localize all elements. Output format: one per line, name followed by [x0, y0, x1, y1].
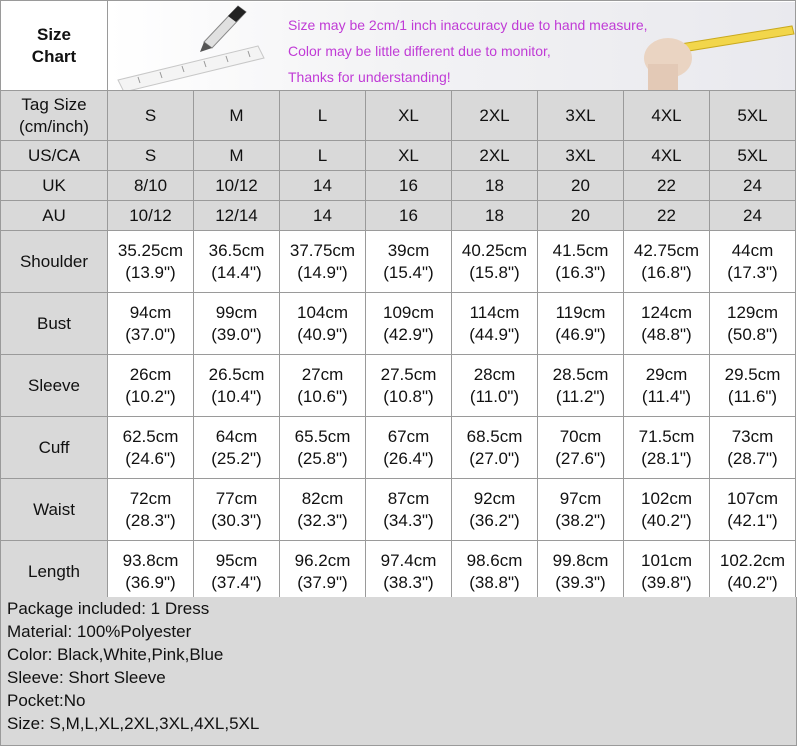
cm-value: 97.4cm — [380, 550, 437, 570]
cm-value: 39cm — [387, 240, 430, 260]
measurement-row-shoulder — [1, 231, 796, 293]
inch-value: (27.6") — [555, 448, 606, 468]
measurement-cell — [710, 479, 796, 541]
measurement-cell — [452, 417, 538, 479]
au-cell: 24 — [710, 201, 796, 231]
measurement-label: Cuff — [1, 417, 108, 479]
au-cell: 14 — [280, 201, 366, 231]
us-ca-cell: M — [194, 141, 280, 171]
measurement-cell — [108, 231, 194, 293]
cm-value: 68.5cm — [466, 426, 523, 446]
us-ca-cell: S — [108, 141, 194, 171]
measurement-cell — [710, 541, 796, 603]
inch-value: (30.3") — [211, 510, 262, 530]
inch-value: (16.8") — [641, 262, 692, 282]
measurement-cell — [624, 541, 710, 603]
cm-value: 102cm — [640, 488, 693, 508]
measurement-notice-banner — [108, 1, 796, 91]
tag-size-cell: 2XL — [452, 91, 538, 141]
inch-value: (24.6") — [125, 448, 176, 468]
measurement-row-length — [1, 541, 796, 603]
inch-value: (26.4") — [383, 448, 434, 468]
cm-value: 124cm — [640, 302, 693, 322]
title-line2: Chart — [31, 46, 77, 66]
cm-value: 129cm — [726, 302, 779, 322]
measurement-cell — [538, 541, 624, 603]
cm-value: 26cm — [129, 364, 172, 384]
measurement-cell — [452, 231, 538, 293]
measurement-cell — [280, 293, 366, 355]
measurement-label: Waist — [1, 479, 108, 541]
cm-value: 107cm — [726, 488, 779, 508]
cm-value: 109cm — [382, 302, 435, 322]
measurement-cell — [452, 355, 538, 417]
inch-value: (39.0") — [211, 324, 262, 344]
measurement-cell — [452, 293, 538, 355]
cm-value: 93.8cm — [122, 550, 179, 570]
cm-value: 82cm — [301, 488, 344, 508]
measurement-cell — [194, 541, 280, 603]
measurement-cell — [710, 293, 796, 355]
inch-value: (25.8") — [297, 448, 348, 468]
cm-value: 92cm — [473, 488, 516, 508]
cm-value: 95cm — [215, 550, 258, 570]
us-ca-label: US/CA — [1, 141, 108, 171]
notice-thanks: Thanks for understanding! — [288, 68, 451, 85]
product-info-panel — [0, 597, 797, 746]
measurement-cell — [624, 231, 710, 293]
tag-size-cell: M — [194, 91, 280, 141]
measurement-cell — [366, 417, 452, 479]
cm-value: 72cm — [129, 488, 172, 508]
inch-value: (40.2") — [727, 572, 778, 592]
measurement-cell — [194, 355, 280, 417]
au-cell: 18 — [452, 201, 538, 231]
inch-value: (17.3") — [727, 262, 778, 282]
cm-value: 67cm — [387, 426, 430, 446]
measurement-cell — [366, 355, 452, 417]
tag-size-cell: S — [108, 91, 194, 141]
inch-value: (10.2") — [125, 386, 176, 406]
measurement-cell — [538, 231, 624, 293]
au-cell: 20 — [538, 201, 624, 231]
inch-value: (40.9") — [297, 324, 348, 344]
inch-value: (10.6") — [297, 386, 348, 406]
title-line1: Size — [36, 24, 72, 44]
cm-value: 37.75cm — [289, 240, 356, 260]
cm-value: 27cm — [301, 364, 344, 384]
banner-graphic — [108, 2, 795, 90]
measurement-rows — [1, 231, 796, 603]
inch-value: (25.2") — [211, 448, 262, 468]
inch-value: (13.9") — [125, 262, 176, 282]
inch-value: (36.9") — [125, 572, 176, 592]
info-package: Package included: 1 Dress — [7, 599, 210, 618]
inch-value: (10.4") — [211, 386, 262, 406]
inch-value: (14.4") — [211, 262, 262, 282]
cm-value: 102.2cm — [719, 550, 786, 570]
inch-value: (44.9") — [469, 324, 520, 344]
measurement-label: Bust — [1, 293, 108, 355]
tag-size-label — [1, 91, 108, 141]
inch-value: (36.2") — [469, 510, 520, 530]
inch-value: (27.0") — [469, 448, 520, 468]
cm-value: 73cm — [731, 426, 774, 446]
size-chart-title — [1, 1, 108, 91]
measurement-cell — [710, 231, 796, 293]
cm-value: 96.2cm — [294, 550, 351, 570]
uk-row — [1, 171, 796, 201]
cm-value: 104cm — [296, 302, 349, 322]
inch-value: (39.8") — [641, 572, 692, 592]
measurement-cell — [452, 479, 538, 541]
measurement-cell — [624, 293, 710, 355]
measurement-cell — [538, 479, 624, 541]
us-ca-cell: 5XL — [710, 141, 796, 171]
measurement-cell — [366, 541, 452, 603]
tag-size-cell: 4XL — [624, 91, 710, 141]
uk-label: UK — [1, 171, 108, 201]
measurement-cell — [538, 355, 624, 417]
au-row — [1, 201, 796, 231]
tag-size-cell: L — [280, 91, 366, 141]
uk-cell: 24 — [710, 171, 796, 201]
cm-value: 98.6cm — [466, 550, 523, 570]
measurement-cell — [280, 541, 366, 603]
measurement-label: Length — [1, 541, 108, 603]
measurement-cell — [280, 479, 366, 541]
cm-value: 36.5cm — [208, 240, 265, 260]
info-sleeve: Sleeve: Short Sleeve — [7, 668, 166, 687]
inch-value: (39.3") — [555, 572, 606, 592]
cm-value: 28cm — [473, 364, 516, 384]
uk-cell: 14 — [280, 171, 366, 201]
inch-value: (28.7") — [727, 448, 778, 468]
cm-value: 99cm — [215, 302, 258, 322]
measurement-label: Sleeve — [1, 355, 108, 417]
uk-cell: 16 — [366, 171, 452, 201]
cm-value: 42.75cm — [633, 240, 700, 260]
au-label: AU — [1, 201, 108, 231]
au-cell: 16 — [366, 201, 452, 231]
measurement-cell — [108, 541, 194, 603]
us-ca-cell: 3XL — [538, 141, 624, 171]
cm-value: 29.5cm — [724, 364, 781, 384]
inch-value: (48.8") — [641, 324, 692, 344]
info-color: Color: Black,White,Pink,Blue — [7, 645, 224, 664]
cm-value: 119cm — [555, 302, 606, 322]
measurement-cell — [194, 479, 280, 541]
ruler-icon — [118, 46, 264, 90]
inch-value: (38.3") — [383, 572, 434, 592]
info-pocket: Pocket:No — [7, 691, 86, 710]
measurement-cell — [538, 417, 624, 479]
uk-cell: 18 — [452, 171, 538, 201]
inch-value: (16.3") — [555, 262, 606, 282]
cm-value: 101cm — [640, 550, 693, 570]
tag-size-cell: 3XL — [538, 91, 624, 141]
inch-value: (34.3") — [383, 510, 434, 530]
tag-size-label-line1: Tag Size — [21, 94, 87, 114]
cm-value: 65.5cm — [294, 426, 351, 446]
measurement-cell — [624, 479, 710, 541]
measurement-cell — [624, 417, 710, 479]
measurement-cell — [710, 417, 796, 479]
info-sizes: Size: S,M,L,XL,2XL,3XL,4XL,5XL — [7, 714, 260, 733]
us-ca-cell: 4XL — [624, 141, 710, 171]
inch-value: (10.8") — [383, 386, 434, 406]
inch-value: (42.1") — [727, 510, 778, 530]
cm-value: 64cm — [215, 426, 258, 446]
info-material: Material: 100%Polyester — [7, 622, 192, 641]
inch-value: (40.2") — [641, 510, 692, 530]
hand-measuring-tape-icon — [644, 26, 794, 90]
uk-cell: 20 — [538, 171, 624, 201]
inch-value: (50.8") — [727, 324, 778, 344]
measurement-cell — [624, 355, 710, 417]
measurement-row-cuff — [1, 417, 796, 479]
tag-size-row — [1, 91, 796, 141]
inch-value: (37.9") — [297, 572, 348, 592]
us-ca-cell: 2XL — [452, 141, 538, 171]
cm-value: 99.8cm — [552, 550, 609, 570]
tag-size-label-line2: (cm/inch) — [19, 116, 89, 136]
measurement-cell — [108, 355, 194, 417]
cm-value: 70cm — [559, 426, 602, 446]
inch-value: (32.3") — [297, 510, 348, 530]
inch-value: (11.4") — [641, 386, 692, 406]
cm-value: 28.5cm — [552, 364, 609, 384]
measurement-cell — [194, 417, 280, 479]
inch-value: (11.0") — [469, 386, 520, 406]
inch-value: (28.3") — [125, 510, 176, 530]
measurement-cell — [366, 479, 452, 541]
au-cell: 12/14 — [194, 201, 280, 231]
us-ca-row — [1, 141, 796, 171]
cm-value: 44cm — [731, 240, 774, 260]
tag-size-cell: XL — [366, 91, 452, 141]
cm-value: 94cm — [129, 302, 172, 322]
cm-value: 77cm — [215, 488, 258, 508]
cm-value: 87cm — [387, 488, 430, 508]
cm-value: 71.5cm — [638, 426, 695, 446]
inch-value: (38.2") — [555, 510, 606, 530]
measurement-cell — [280, 231, 366, 293]
us-ca-cell: XL — [366, 141, 452, 171]
measurement-cell — [366, 231, 452, 293]
inch-value: (15.4") — [383, 262, 434, 282]
inch-value: (42.9") — [383, 324, 434, 344]
measurement-cell — [710, 355, 796, 417]
us-ca-cell: L — [280, 141, 366, 171]
measurement-row-sleeve — [1, 355, 796, 417]
cm-value: 114cm — [469, 302, 520, 322]
measurement-cell — [280, 417, 366, 479]
inch-value: (37.4") — [211, 572, 262, 592]
measurement-cell — [194, 293, 280, 355]
pen-icon — [200, 6, 246, 52]
notice-color-monitor: Color may be little different due to monitor, — [288, 42, 551, 59]
cm-value: 97cm — [559, 488, 602, 508]
cm-value: 40.25cm — [461, 240, 528, 260]
cm-value: 35.25cm — [117, 240, 184, 260]
measurement-cell — [194, 231, 280, 293]
notice-hand-measure: Size may be 2cm/1 inch inaccuracy due to hand measure, — [288, 16, 648, 33]
measurement-label: Shoulder — [1, 231, 108, 293]
cm-value: 62.5cm — [122, 426, 179, 446]
measurement-cell — [452, 541, 538, 603]
measurement-row-waist — [1, 479, 796, 541]
measurement-cell — [538, 293, 624, 355]
inch-value: (15.8") — [469, 262, 520, 282]
cm-value: 27.5cm — [380, 364, 437, 384]
measurement-row-bust — [1, 293, 796, 355]
au-cell: 10/12 — [108, 201, 194, 231]
uk-cell: 8/10 — [108, 171, 194, 201]
inch-value: (11.6") — [727, 386, 778, 406]
inch-value: (46.9") — [555, 324, 606, 344]
banner-row — [1, 1, 796, 91]
inch-value: (37.0") — [125, 324, 176, 344]
cm-value: 26.5cm — [208, 364, 265, 384]
measurement-cell — [108, 479, 194, 541]
cm-value: 29cm — [645, 364, 688, 384]
measurement-cell — [280, 355, 366, 417]
inch-value: (11.2") — [555, 386, 606, 406]
inch-value: (38.8") — [469, 572, 520, 592]
measurement-cell — [366, 293, 452, 355]
cm-value: 41.5cm — [552, 240, 609, 260]
inch-value: (14.9") — [297, 262, 348, 282]
uk-cell: 10/12 — [194, 171, 280, 201]
tag-size-cell: 5XL — [710, 91, 796, 141]
uk-cell: 22 — [624, 171, 710, 201]
au-cell: 22 — [624, 201, 710, 231]
measurement-cell — [108, 417, 194, 479]
inch-value: (28.1") — [641, 448, 692, 468]
measurement-cell — [108, 293, 194, 355]
